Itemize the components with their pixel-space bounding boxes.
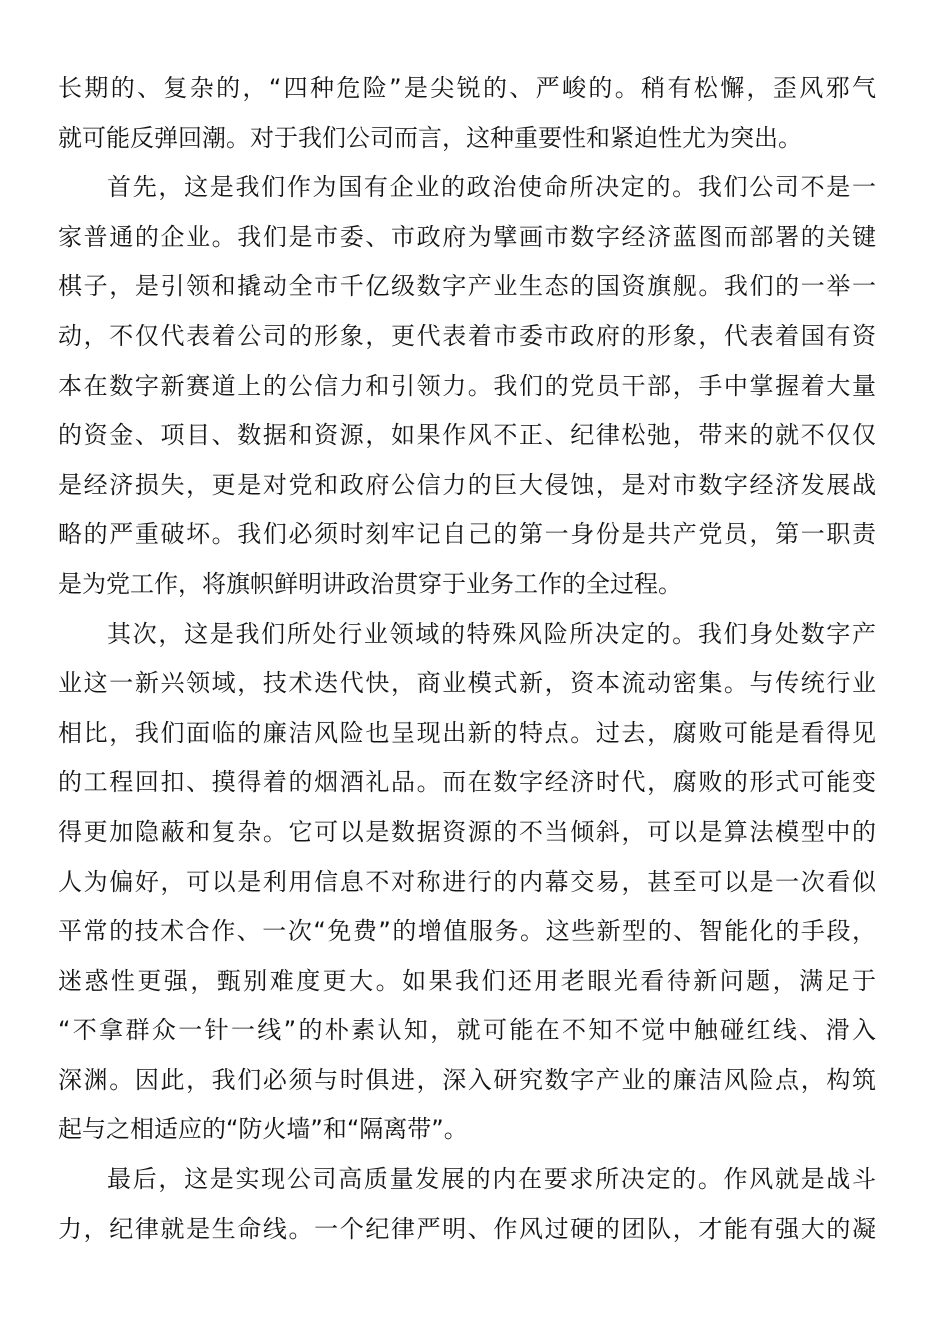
text-line: 人为偏好，可以是利用信息不对称进行的内幕交易，甚至可以是一次看似 — [58, 867, 876, 896]
text-line: 最后，这是实现公司高质量发展的内在要求所决定的。作风就是战斗 — [107, 1165, 876, 1194]
paragraph — [58, 167, 876, 613]
text-line: 首先，这是我们作为国有企业的政治使命所决定的。我们公司不是一 — [107, 173, 876, 202]
text-line: “不拿群众一针一线”的朴素认知，就可能在不知不觉中触碰红线、滑入 — [58, 1016, 876, 1045]
paragraph — [58, 68, 876, 167]
text-line: 是经济损失，更是对党和政府公信力的巨大侵蚀，是对市数字经济发展战 — [58, 470, 876, 499]
document-page — [58, 68, 876, 1258]
text-line: 动，不仅代表着公司的形象，更代表着市委市政府的形象，代表着国有资 — [58, 321, 876, 350]
text-line: 棋子，是引领和撬动全市千亿级数字产业生态的国资旗舰。我们的一举一 — [58, 272, 876, 301]
text-line: 其次，这是我们所处行业领域的特殊风险所决定的。我们身处数字产 — [107, 619, 876, 648]
text-line: 长期的、复杂的，“四种危险”是尖锐的、严峻的。稍有松懈，歪风邪气 — [58, 74, 876, 102]
text-line: 本在数字新赛道上的公信力和引领力。我们的党员干部，手中掌握着大量 — [58, 371, 876, 400]
text-line: 略的严重破坏。我们必须时刻牢记自己的第一身份是共产党员，第一职责 — [58, 520, 876, 549]
paragraph — [58, 1159, 876, 1258]
text-line: 业这一新兴领域，技术迭代快，商业模式新，资本流动密集。与传统行业 — [58, 669, 876, 698]
text-line: 得更加隐蔽和复杂。它可以是数据资源的不当倾斜，可以是算法模型中的 — [58, 817, 876, 846]
text-line: 迷惑性更强，甄别难度更大。如果我们还用老眼光看待新问题，满足于 — [58, 966, 876, 995]
text-line: 的资金、项目、数据和资源，如果作风不正、纪律松弛，带来的就不仅仅 — [58, 421, 876, 450]
text-line: 的工程回扣、摸得着的烟酒礼品。而在数字经济时代，腐败的形式可能变 — [58, 768, 876, 797]
text-line: 平常的技术合作、一次“免费”的增值服务。这些新型的、智能化的手段， — [58, 917, 876, 946]
text-line: 力，纪律就是生命线。一个纪律严明、作风过硬的团队，才能有强大的凝 — [58, 1214, 876, 1243]
text-line: 起与之相适应的“防火墙”和“隔离带”。 — [58, 1115, 468, 1144]
paragraph — [58, 614, 876, 1160]
text-line: 相比，我们面临的廉洁风险也呈现出新的特点。过去，腐败可能是看得见 — [58, 718, 876, 747]
text-line: 家普通的企业。我们是市委、市政府为擘画市数字经济蓝图而部署的关键 — [58, 222, 876, 251]
text-line: 深渊。因此，我们必须与时俱进，深入研究数字产业的廉洁风险点，构筑 — [58, 1065, 876, 1094]
text-line: 是为党工作，将旗帜鲜明讲政治贯穿于业务工作的全过程。 — [58, 569, 682, 598]
text-line: 就可能反弹回潮。对于我们公司而言，这种重要性和紧迫性尤为突出。 — [58, 123, 802, 152]
